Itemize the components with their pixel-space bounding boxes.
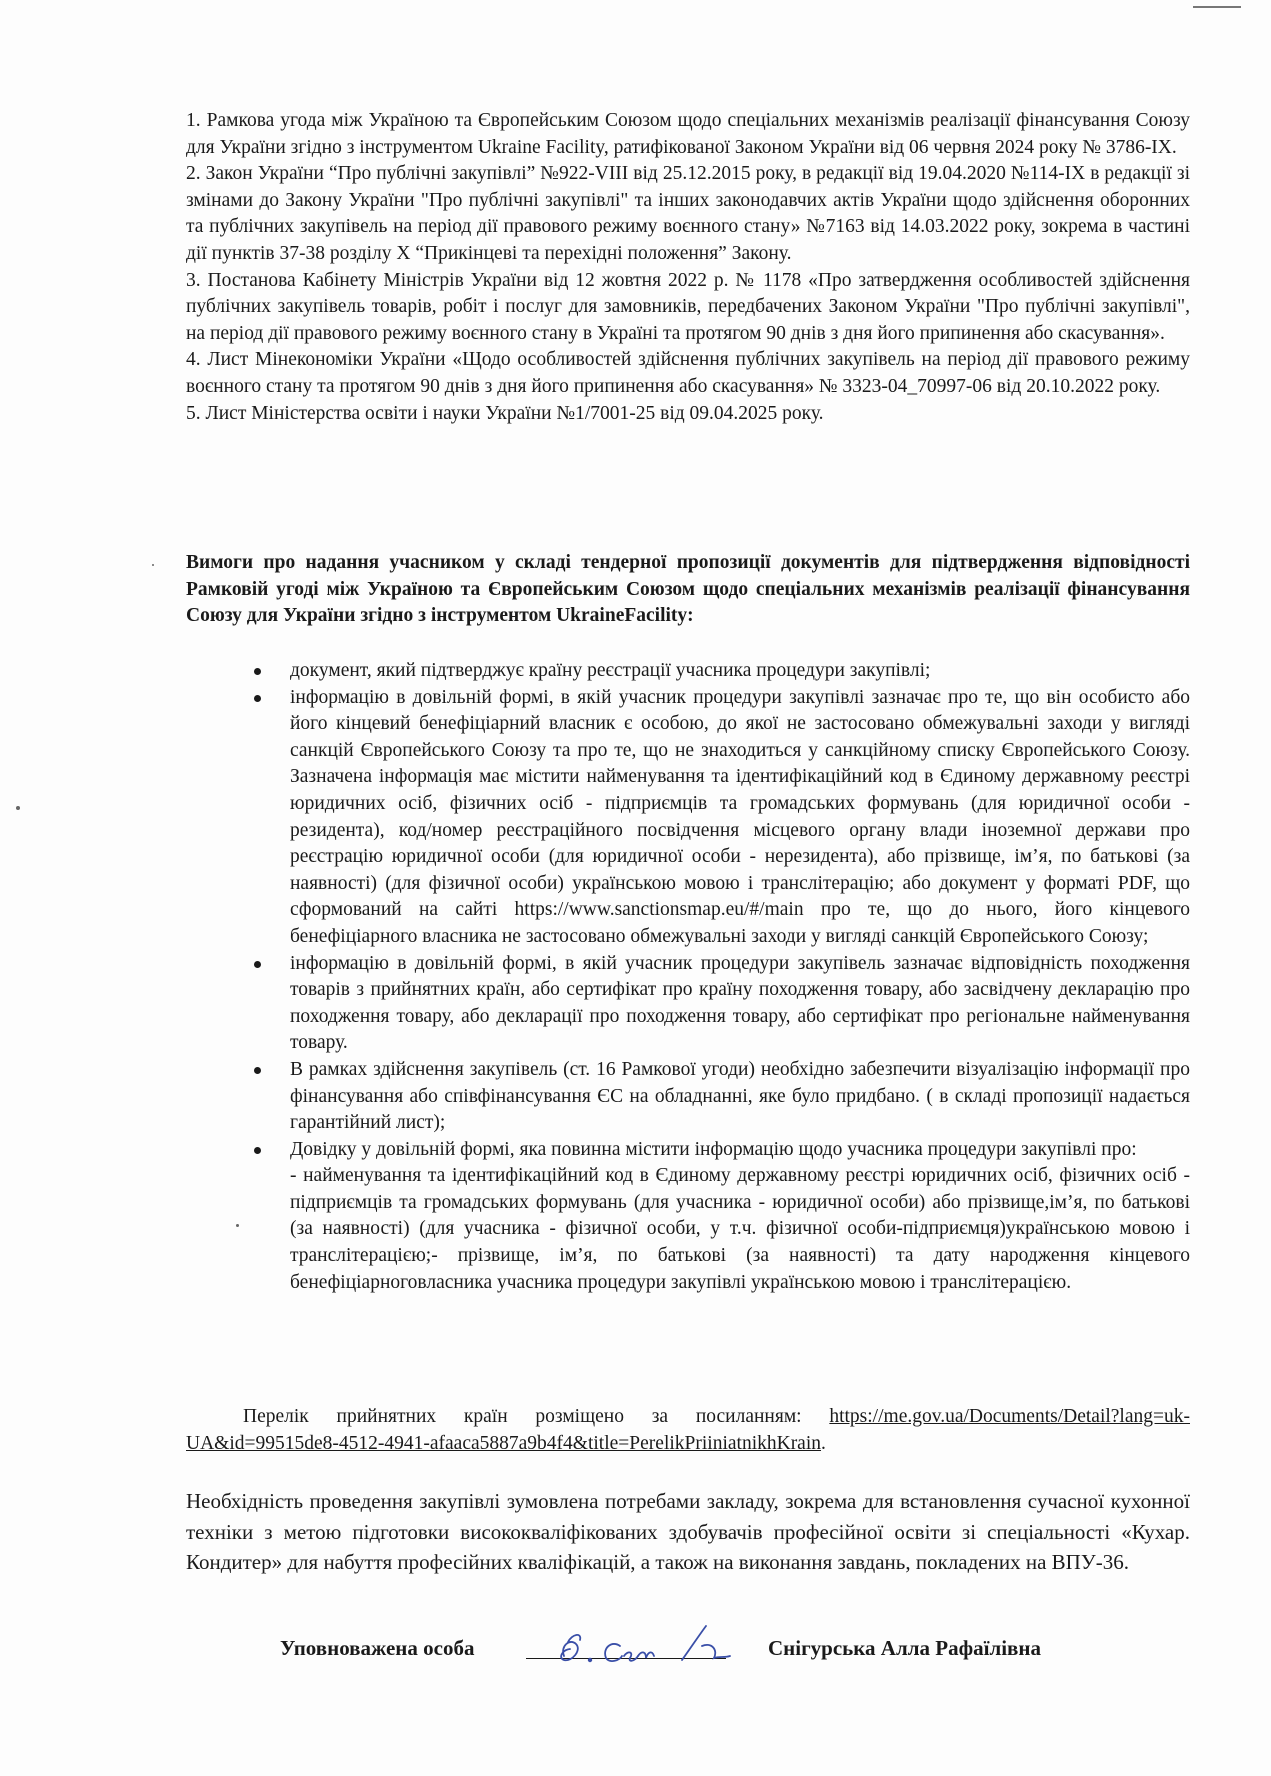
scan-edge-mark <box>1193 6 1241 8</box>
signature-block <box>280 1628 1120 1668</box>
reference-item: 3. Постанова Кабінету Міністрів України від 12 жовтня 2022 р. № 1178 «Про затвердження особливостей здійснення публічних закупівель товарів, робіт і послуг для замовників, передбачених Законом України "Про публічні закупівлі", на період дії правового режиму воєнного стану в Україні та протягом 90 днів з дня його припинення або скасування». <box>186 269 1190 344</box>
requirement-item-certificate <box>290 1137 1190 1297</box>
requirement-item: інформацію в довільній формі, в якій учасник процедури закупівель зазначає відповідність походження товарів з прийнятних країн, або сертифікат про країну походження товару, або засвідчену декларацію про походження товару, або декларації про походження товару, або сертифікат про регіональне найменування товару. <box>290 951 1190 1057</box>
certificate-details: - найменування та ідентифікаційний код в Єдиному державному реєстрі юридичних осіб, фізичних осіб - підприємців та громадських формувань (для учасника - юридичної особи) або прізвище,ім’я, по батькові (за наявності) (для учасника - фізичної особи, у т.ч. фізичної особи-підприємця)українською мовою і транслітерацією;- прізвище, ім’я, по батькові (за наявності) та дату народження кінцевого бенефіціарноговласника учасника процедури закупівлі українською мовою і транслітерацією. <box>290 1165 1190 1293</box>
authorized-person-label: Уповноважена особа <box>280 1636 475 1660</box>
countries-note-text: Перелік прийнятних країн розміщено за посиланням: <box>243 1406 830 1427</box>
legal-references-list <box>186 108 1190 427</box>
requirement-item: інформацію в довільній формі, в якій учасник процедури закупівлі зазначає про те, що він особисто або його кінцевий бенефіціарний власник є особою, до якої не застосовано обмежувальні заходи у вигляді санкцій Європейського Союзу та про те, що не знаходиться у санкційному списку Європейського Союзу. Зазначена інформація має містити найменування та ідентифікаційний код в Єдиному державному реєстрі юридичних осіб, фізичних осіб - підприємців та громадських формувань (для юридичної особи - резидента), код/номер реєстраційного посвідчення місцевого органу влади іноземної держави про реєстрацію юридичної особи (для юридичної особи - нерезидента), або прізвище, ім’я, по батькові (за наявності) (для фізичної особи) українською мовою і транслітерацію; або документ у форматі PDF, що сформований на сайті https://www.sanctionsmap.eu/#/main про те, що до нього, його кінцевого бенефіціарного власника не застосовано обмежувальні заходи у вигляді санкцій Європейського Союзу; <box>290 685 1190 951</box>
authorized-person-name: Снігурська Алла Рафаїлівна <box>768 1636 1041 1660</box>
eligible-countries-note <box>186 1404 1190 1457</box>
procurement-necessity: Необхідність проведення закупівлі зумовлена потребами закладу, зокрема для встановлення сучасної кухонної техніки з метою підготовки висококваліфікованих здобувачів професійної освіти зі спеціальності «Кухар. Кондитер» для набуття професійних кваліфікацій, а також на виконання завдань, покладених на ВПУ-36. <box>186 1489 1190 1574</box>
reference-item: 4. Лист Мінекономіки України «Щодо особливостей здійснення публічних закупівель на період дії правового режиму воєнного стану та протягом 90 днів з дня його припинення або скасування» № 3323-04_70997-06 від 20.10.2022 року. <box>186 349 1190 397</box>
countries-note-end: . <box>821 1432 826 1454</box>
certificate-intro: Довідку у довільній формі, яка повинна містити інформацію щодо учасника процедури закупівлі про: <box>290 1138 1137 1160</box>
reference-item: 5. Лист Міністерства освіти і науки України №1/7001-25 від 09.04.2025 року. <box>186 402 824 424</box>
reference-item: 2. Закон України “Про публічні закупівлі” №922-VIII від 25.12.2015 року, в редакції від 19.04.2020 №114-IX в редакції зі змінами до Закону України "Про публічні закупівлі" та інших законодавчих актів України щодо здійснення оборонних та публічних закупівель на період дії правового режиму воєнного стану» №7163 від 14.03.2022 року, зокрема в частині дії пунктів 37-38 розділу X “Прикінцеві та перехідні положення” Закону. <box>186 163 1190 264</box>
requirements-heading: Вимоги про надання учасником у складі тендерної пропозиції документів для підтвердження відповідності Рамковій угоді між Україною та Європейським Союзом щодо спеціальних механізмів реалізації фінансування Союзу для України згідно з інструментом UkraineFacility: <box>186 552 1190 627</box>
scan-speck <box>16 806 20 810</box>
requirements-list <box>290 658 1190 1296</box>
handwritten-signature <box>542 1616 742 1676</box>
reference-item: 1. Рамкова угода між Україною та Європейським Союзом щодо спеціальних механізмів реалізації фінансування Союзу для України згідно з інструментом Ukraine Facility, ратифікованої Законом України від 06 червня 2024 року № 3786-IX. <box>186 110 1190 158</box>
requirement-item: документ, який підтверджує країну реєстрації учасника процедури закупівлі; <box>290 658 1190 685</box>
requirement-item: В рамках здійснення закупівель (ст. 16 Рамкової угоди) необхідно забезпечити візуалізацію інформації про фінансування або співфінансування ЄС на обладнанні, яке було придбано. ( в складі пропозиції надається гарантійний лист); <box>290 1057 1190 1137</box>
eligible-countries-link[interactable]: https://me.gov.ua/Documents/Detail?lang=uk-UA&id=99515de8-4512-4941-afaaca5887a9b4f4&title=PerelikPriiniatnikhKrain <box>186 1406 1190 1454</box>
scan-speck <box>152 564 154 566</box>
scan-speck <box>236 1224 239 1227</box>
